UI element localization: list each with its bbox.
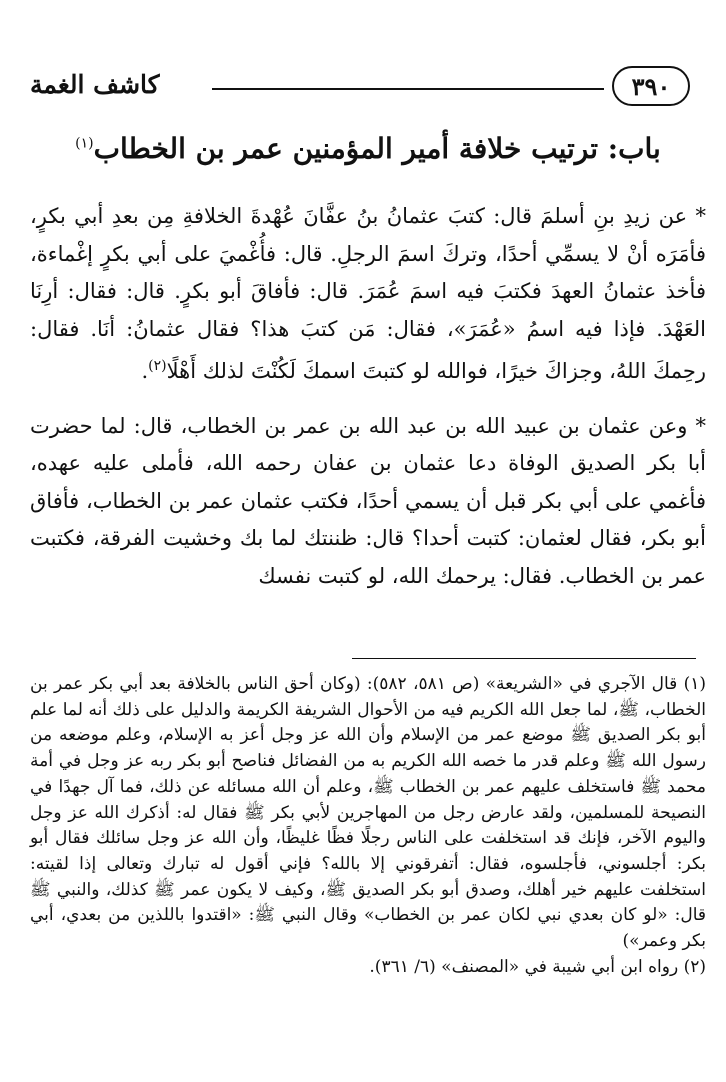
chapter-heading [30,132,706,165]
running-title: كاشف الغمة [30,70,160,99]
paragraph-1-footnote-ref[interactable]: (٢) [148,358,167,374]
paragraph-1-end: . [141,359,149,383]
paragraph-1-text: * عن زيدِ بنِ أسلمَ قال: كتبَ عثمانُ بنُ عفَّانَ عُهْدةَ الخلافةِ مِن بعدِ أبي بكرٍ، فأمَرَه أنْ لا يسمِّي أحدًا، وتركَ اسمَ الرجلِ. قال: فأُغْميَ على أبي بكرٍ إغْماءة، فأخذ عثمانُ العهدَ فكتبَ فيه اسمَ عُمَرَ. قال: فأفاقَ أبو بكرٍ. قال: فقال: أرِنَا العَهْدَ. فإذا فيه اسمُ «عُمَرَ»، فقال: مَن كتبَ هذا؟ فقال عثمانُ: أنَا. فقال: رحِمكَ اللهُ، وجزاكَ خيرًا، فوالله لو كتبتَ اسمكَ لَكُنْتَ لذلك أَهْلًا [30,204,706,383]
footnote-2: (٢) رواه ابن أبي شيبة في «المصنف» (٦/ ٣٦١). [369,956,706,977]
footnote-divider [352,658,696,659]
page-number-badge: ٣٩٠ [612,66,690,106]
header-rule [212,88,604,90]
paragraph-1 [30,198,706,391]
page-header [30,66,690,110]
footnotes [30,672,706,980]
footnote-1: (١) قال الآجري في «الشريعة» (ص ٥٨١، ٥٨٢): (وكان أحق الناس بالخلافة بعد أبي بكر عمر بن الخطاب، ﷺ، لما جعل الله الكريم فيه من الأحوال الشريفة الكريمة والدليل على ذلك أنه لما علم أبو بكر الصديق ﷺ موضع عمر من الإسلام وأن الله عز وجل أعز به الإسلام، وعلم موضعه من رسول الله ﷺ وعلم قدر ما خصه الله الكريم به من الفضائل فناصح أبو بكر ربه عز وجل في أمة محمد ﷺ فاستخلف عليهم عمر بن الخطاب ﷺ، وعلم أن الله مسائله عن ذلك، فما آل جهدًا في النصيحة للمسلمين، ولقد عارض رجل من المهاجرين لأبي بكر ﷺ فقال له: أذكرك الله عز وجل واليوم الآخر، فإنك قد استخلفت على الناس رجلًا فظًا غليظًا، وأن الله عز وجل سائلك فقال أبو بكر: أجلسوني، فأجلسوه، فقال: أتفرقوني إلا بالله؟ فإني أقول له تبارك وتعالى إذا لقيته: استخلفت عليهم خير أهلك، وصدق أبو بكر الصديق ﷺ، وكيف لا يكون عمر ﷺ كذلك، والنبي ﷺ قال: «لو كان بعدي نبي لكان عمر بن الخطاب» وقال النبي ﷺ: «اقتدوا باللذين من بعدي، أبي بكر وعمر») [30,674,707,952]
chapter-title: باب: ترتيب خلافة أمير المؤمنين عمر بن الخطاب [93,132,661,165]
chapter-footnote-ref[interactable]: (١) [75,135,94,152]
paragraph-2: * وعن عثمان بن عبيد الله بن عبد الله بن عمر بن الخطاب، قال: لما حضرت أبا بكر الصديق الوفاة دعا عثمان بن عفان رحمه الله، فأملى عليه عهده، فأغمي على أبي بكر قبل أن يسمي أحدًا، فكتب عثمان عمر بن الخطاب، فأفاق أبو بكر، فقال لعثمان: كتبت أحدا؟ قال: ظننتك لما بك وخشيت الفرقة، فكتبت عمر بن الخطاب. فقال: يرحمك الله، لو كتبت نفسك [30,413,706,588]
main-text [30,198,706,595]
